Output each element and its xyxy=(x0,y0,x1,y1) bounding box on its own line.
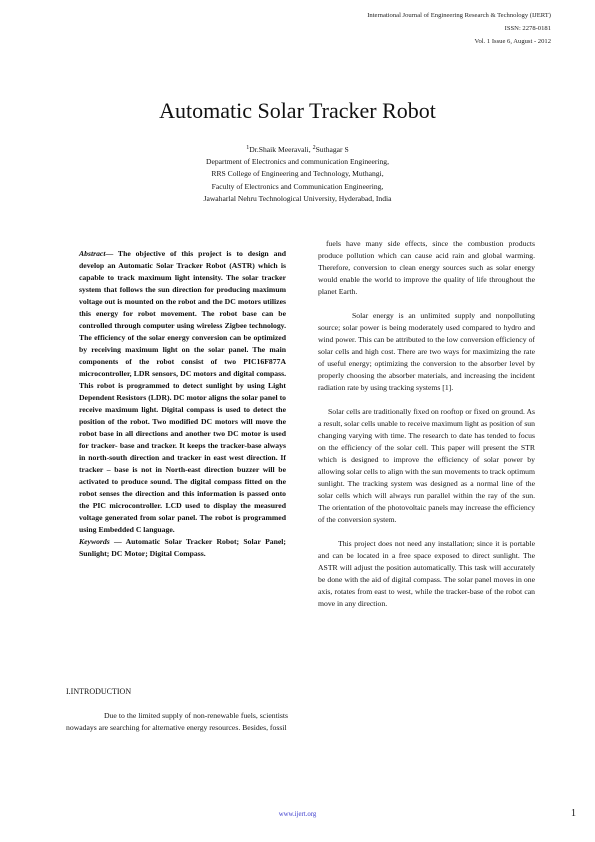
keywords-text: — Automatic Solar Tracker Robot; Solar Panel; Sunlight; DC Motor; Digital Compass. xyxy=(79,537,286,558)
body-paragraph-2: Solar energy is an unlimited supply and nonpolluting source; solar power is being moderately used compared to hydro and wind power. This can be attributed to the low conversion efficiency of solar cells and high cost. There are two ways for maximizing the rate of useful energy; optimizing the conversion to the absorber level by properly choosing the absorber materials, and increasing the incident radiation rate by using tracking systems [1]. xyxy=(318,311,535,392)
abstract xyxy=(79,248,286,536)
journal-issn: ISSN: 2278-0181 xyxy=(504,25,551,32)
keywords-label: Keywords xyxy=(79,537,110,546)
journal-name: International Journal of Engineering Research & Technology (IJERT) xyxy=(367,12,551,19)
intro-text: Due to the limited supply of non-renewable fuels, scientists nowadays are searching for alternative energy resources. Besides, fossil xyxy=(66,711,288,732)
affiliation-line-3: Faculty of Electronics and Communication Engineering, xyxy=(211,181,384,191)
body-paragraph-4: This project does not need any installation; since it is portable and can be located in a free space exposed to direct sunlight. The ASTR will adjust the position automatically. This task will accurately be done with the aid of digital compass. The solar panel moves in one axis, rotates from east to west, while the tracker-base of the robot can move in any direction. xyxy=(318,539,535,608)
body-paragraph-1: fuels have many side effects, since the combustion products produce pollution which can cause acid rain and global warming. Therefore, conversion to clean energy sources such as solar energy would enable the world to improve the quality of life throughout the planet Earth. xyxy=(318,239,535,296)
journal-header xyxy=(231,9,551,48)
section-heading-introduction: I.INTRODUCTION xyxy=(66,687,132,696)
abstract-text: — The objective of this project is to design and develop an Automatic Solar Tracker Robot (ASTR) which is capable to track maximum light intensity. The solar tracker system that follows the sun direction for producing maximum voltage out is mounted on the robot and the DC motors utilizes this energy for robot movement. The robot base can be controlled through computer using wireless Zigbee technology. The efficiency of the solar energy conversion can be optimized by receiving maximum light on the solar panel. The main components of the robot consist of two PIC16F877A microcontroller, LDR sensors, DC motors and digital compass. This robot is programmed to detect sunlight by using Light Dependent Resistors (LDR). DC motor aligns the solar panel to receive maximum light. Digital compass is used to detect the position of the robot. Two modified DC motors will move the robot base in all directions and another two DC motor is used for tracker- base and tracker. It keeps the tracker-base always in north-south direction and tracker in east west direction. If tracker – base is not in North-east direction buzzer will be activated to produce sound. The digital compass fitted on the robot senses the direction and this information is passed onto the PIC microcontroller. LCD used to display the measured voltage generated from solar panel. The robot is programmed using Embedded C language. xyxy=(79,249,286,534)
affiliation-line-1: Department of Electronics and communication Engineering, xyxy=(205,157,390,167)
right-column xyxy=(318,238,535,622)
intro-paragraph xyxy=(66,710,288,734)
author-2-superscript: 2 xyxy=(312,145,316,151)
affiliation-line-4: Jawaharlal Nehru Technological University, Hyderabad, India xyxy=(203,193,392,203)
page-number: 1 xyxy=(571,808,576,819)
footer-link[interactable]: www.ijert.org xyxy=(278,811,317,818)
author-1-name: Dr.Shaik Meeravali, xyxy=(249,145,313,154)
left-column xyxy=(79,248,286,560)
keywords xyxy=(79,536,286,560)
author-names xyxy=(0,142,595,156)
author-block xyxy=(0,142,595,205)
body-paragraph-3: Solar cells are traditionally fixed on rooftop or fixed on ground. As a result, solar cells unable to receive maximum light as position of sun changing varying with time. The research to date has tended to focus on the efficiency of the solar cell. This paper will present the STR which is designed to improve the efficiency of solar power by allowing solar cells to align with the sun movements to track optimum sunlight. The tracking system was designed as a normal line of the solar cells which will always run parallel within the ray of the sun. The orientation of the photovoltaic panels may increase the efficiency of the conversion system. xyxy=(318,407,535,524)
journal-volume: Vol. 1 Issue 6, August - 2012 xyxy=(474,38,551,45)
author-2-name: Suthagar S xyxy=(315,145,349,154)
abstract-label: Abstract xyxy=(79,249,106,258)
author-1-superscript: 1 xyxy=(246,145,250,151)
affiliation-line-2: RRS College of Engineering and Technology, Muthangi, xyxy=(211,169,384,179)
paper-title: Automatic Solar Tracker Robot xyxy=(159,98,436,123)
